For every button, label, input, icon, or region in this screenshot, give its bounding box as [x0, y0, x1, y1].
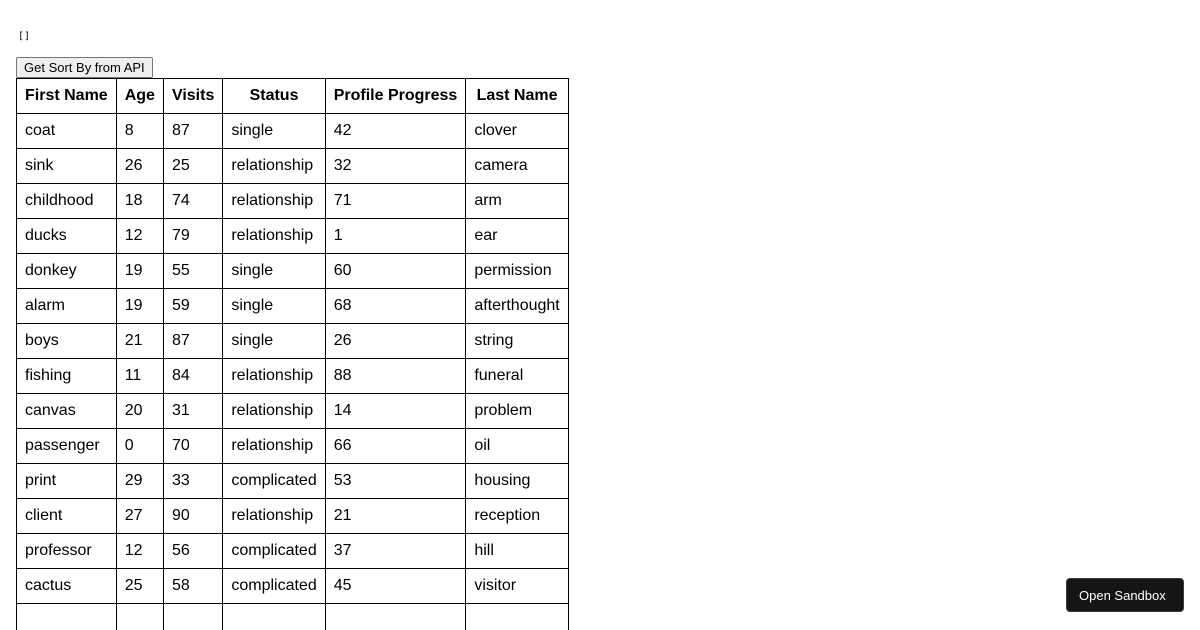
cell-visits: 31 [163, 394, 222, 429]
cell-status: relationship [223, 359, 325, 394]
table-row [17, 114, 569, 149]
cell-profile-progress: 88 [325, 359, 466, 394]
cell-visits: 87 [163, 114, 222, 149]
cell-first-name: boys [17, 324, 117, 359]
cell-status: single [223, 324, 325, 359]
cell-profile-progress: 53 [325, 464, 466, 499]
cell-visits: 79 [163, 219, 222, 254]
cell-profile-progress: 32 [325, 149, 466, 184]
cell-last-name: arm [466, 184, 568, 219]
cell-profile-progress: 45 [325, 569, 466, 604]
table-row [17, 534, 569, 569]
cell-first-name: canvas [17, 394, 117, 429]
cell-profile-progress: 66 [325, 429, 466, 464]
data-table [16, 78, 569, 630]
cell-first-name: coat [17, 114, 117, 149]
cell-last-name: housing [466, 464, 568, 499]
cell-age: 29 [116, 464, 163, 499]
column-header-profile-progress[interactable]: Profile Progress [325, 79, 466, 114]
table-body [17, 114, 569, 630]
cell-status: single [223, 289, 325, 324]
column-header-last-name[interactable]: Last Name [466, 79, 568, 114]
table-row [17, 604, 569, 630]
cell-visits: 25 [163, 149, 222, 184]
cell-first-name: childhood [17, 184, 117, 219]
column-header-status[interactable]: Status [223, 79, 325, 114]
cell-last-name: hill [466, 534, 568, 569]
cell-visits: 58 [163, 569, 222, 604]
cell-profile-progress: 68 [325, 289, 466, 324]
cell-first-name: client [17, 499, 117, 534]
table-row [17, 149, 569, 184]
cell-last-name: permission [466, 254, 568, 289]
cell-profile-progress: 21 [325, 499, 466, 534]
cell-profile-progress: 71 [325, 184, 466, 219]
sort-state-readout: [] [18, 31, 31, 42]
get-sort-by-button[interactable]: Get Sort By from API [16, 57, 153, 78]
cell-age: 11 [116, 359, 163, 394]
cell-visits: 74 [163, 184, 222, 219]
cell-last-name [466, 604, 568, 630]
cell-last-name: funeral [466, 359, 568, 394]
cell-visits: 87 [163, 324, 222, 359]
cell-last-name: oil [466, 429, 568, 464]
cell-status: relationship [223, 394, 325, 429]
cell-profile-progress: 26 [325, 324, 466, 359]
cell-first-name [17, 604, 117, 630]
cell-status: complicated [223, 464, 325, 499]
table-row [17, 219, 569, 254]
cell-age: 21 [116, 324, 163, 359]
cell-visits: 59 [163, 289, 222, 324]
cell-visits: 56 [163, 534, 222, 569]
cell-visits: 70 [163, 429, 222, 464]
table-row [17, 254, 569, 289]
cell-age: 8 [116, 114, 163, 149]
cell-visits: 33 [163, 464, 222, 499]
cell-first-name: print [17, 464, 117, 499]
cell-profile-progress: 14 [325, 394, 466, 429]
cell-age: 18 [116, 184, 163, 219]
cell-age: 25 [116, 569, 163, 604]
cell-first-name: cactus [17, 569, 117, 604]
cell-visits: 84 [163, 359, 222, 394]
cell-age: 19 [116, 254, 163, 289]
cell-status: relationship [223, 499, 325, 534]
cell-first-name: donkey [17, 254, 117, 289]
cell-last-name: problem [466, 394, 568, 429]
cell-age: 26 [116, 149, 163, 184]
cell-profile-progress: 42 [325, 114, 466, 149]
cell-last-name: reception [466, 499, 568, 534]
cell-first-name: sink [17, 149, 117, 184]
cell-first-name: fishing [17, 359, 117, 394]
cell-last-name: ear [466, 219, 568, 254]
cell-status: complicated [223, 569, 325, 604]
cell-profile-progress: 1 [325, 219, 466, 254]
cell-first-name: ducks [17, 219, 117, 254]
cell-status: relationship [223, 219, 325, 254]
column-header-first-name[interactable]: First Name [17, 79, 117, 114]
column-header-visits[interactable]: Visits [163, 79, 222, 114]
cell-last-name: camera [466, 149, 568, 184]
table-container [16, 78, 569, 630]
table-row [17, 464, 569, 499]
open-sandbox-button[interactable]: Open Sandbox [1066, 578, 1184, 612]
cell-profile-progress [325, 604, 466, 630]
cell-last-name: string [466, 324, 568, 359]
cell-status: single [223, 254, 325, 289]
table-row [17, 499, 569, 534]
cell-visits: 55 [163, 254, 222, 289]
cell-status: relationship [223, 429, 325, 464]
table-row [17, 569, 569, 604]
cell-last-name: visitor [466, 569, 568, 604]
table-row [17, 324, 569, 359]
header-row [17, 79, 569, 114]
table-row [17, 289, 569, 324]
cell-status: relationship [223, 149, 325, 184]
cell-first-name: professor [17, 534, 117, 569]
cell-age: 12 [116, 534, 163, 569]
cell-age [116, 604, 163, 630]
table-row [17, 394, 569, 429]
cell-status [223, 604, 325, 630]
cell-profile-progress: 60 [325, 254, 466, 289]
cell-age: 19 [116, 289, 163, 324]
cell-first-name: alarm [17, 289, 117, 324]
cell-last-name: afterthought [466, 289, 568, 324]
table-row [17, 359, 569, 394]
cell-visits: 90 [163, 499, 222, 534]
cell-status: complicated [223, 534, 325, 569]
cell-status: relationship [223, 184, 325, 219]
column-header-age[interactable]: Age [116, 79, 163, 114]
cell-age: 12 [116, 219, 163, 254]
cell-first-name: passenger [17, 429, 117, 464]
cell-age: 0 [116, 429, 163, 464]
table-row [17, 429, 569, 464]
cell-age: 27 [116, 499, 163, 534]
cell-status: single [223, 114, 325, 149]
cell-age: 20 [116, 394, 163, 429]
cell-visits [163, 604, 222, 630]
table-row [17, 184, 569, 219]
cell-profile-progress: 37 [325, 534, 466, 569]
cell-last-name: clover [466, 114, 568, 149]
